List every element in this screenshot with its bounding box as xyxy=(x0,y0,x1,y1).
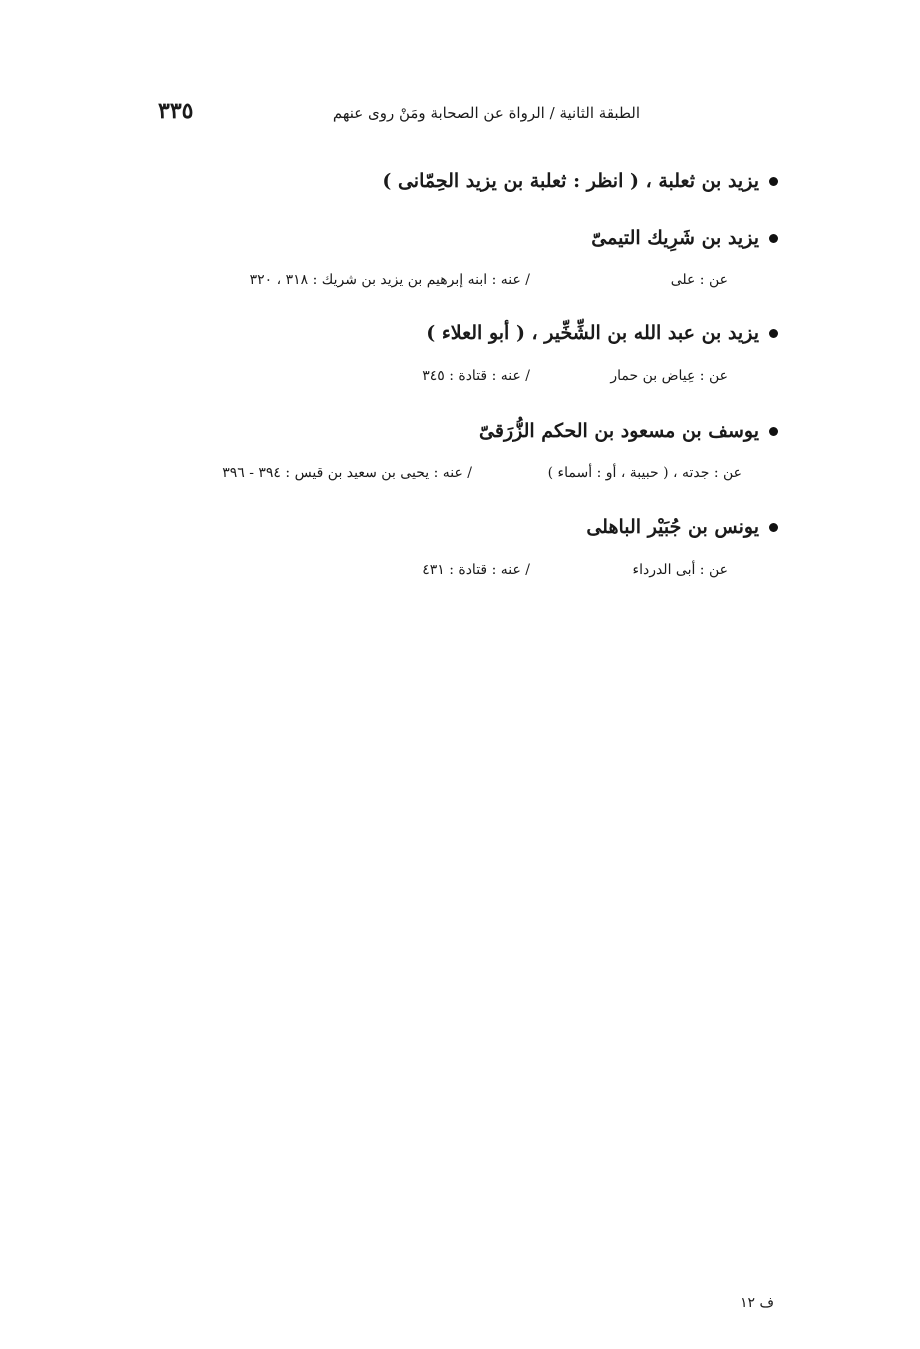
entry-title xyxy=(426,322,778,344)
narrated-from: عن : عِياض بن حمار xyxy=(610,368,728,384)
footer-signature: ف ١٢ xyxy=(740,1295,775,1311)
entry-title-text: يزيد بن عبد الله بن الشِّخِّير ، ( أبو العلاء ) xyxy=(426,322,759,344)
narrated-from: عن : أبى الدرداء xyxy=(632,562,728,578)
bullet-icon xyxy=(769,234,778,243)
entry-title-text: يوسف بن مسعود بن الحكم الزُّرَقىّ xyxy=(479,420,759,442)
entry-title-text: يونس بن جُبَيْر الباهلى xyxy=(586,516,759,538)
running-header: الطبقة الثانية / الرواة عن الصحابة ومَنْ روى عنهم xyxy=(332,104,640,122)
bullet-icon xyxy=(769,523,778,532)
entry-title xyxy=(479,420,778,442)
bullet-icon xyxy=(769,329,778,338)
narrated-by: / عنه : ابنه إبرهيم بن يزيد بن شريك : ٣١٨ ، ٣٢٠ xyxy=(249,272,530,288)
entry-title xyxy=(382,170,778,192)
entry-title xyxy=(586,516,778,538)
page-number: ٣٣٥ xyxy=(158,98,194,124)
narrated-by: / عنه : قتادة : ٤٣١ xyxy=(422,562,530,578)
narrated-from: عن : على xyxy=(670,272,728,288)
narrated-from: عن : جدته ، ( حبيبة ، أو : أسماء ) xyxy=(547,465,742,481)
entry-title-text: يزيد بن شَرِيك التيمىّ xyxy=(591,227,759,249)
narrated-by: / عنه : قتادة : ٣٤٥ xyxy=(422,368,530,384)
entry-title-text: يزيد بن ثعلبة ، ( انظر : ثعلبة بن يزيد الحِمّانى ) xyxy=(382,170,759,192)
entry-title xyxy=(591,227,778,249)
bullet-icon xyxy=(769,427,778,436)
narrated-by: / عنه : يحيى بن سعيد بن قيس : ٣٩٤ - ٣٩٦ xyxy=(222,465,472,481)
bullet-icon xyxy=(769,177,778,186)
